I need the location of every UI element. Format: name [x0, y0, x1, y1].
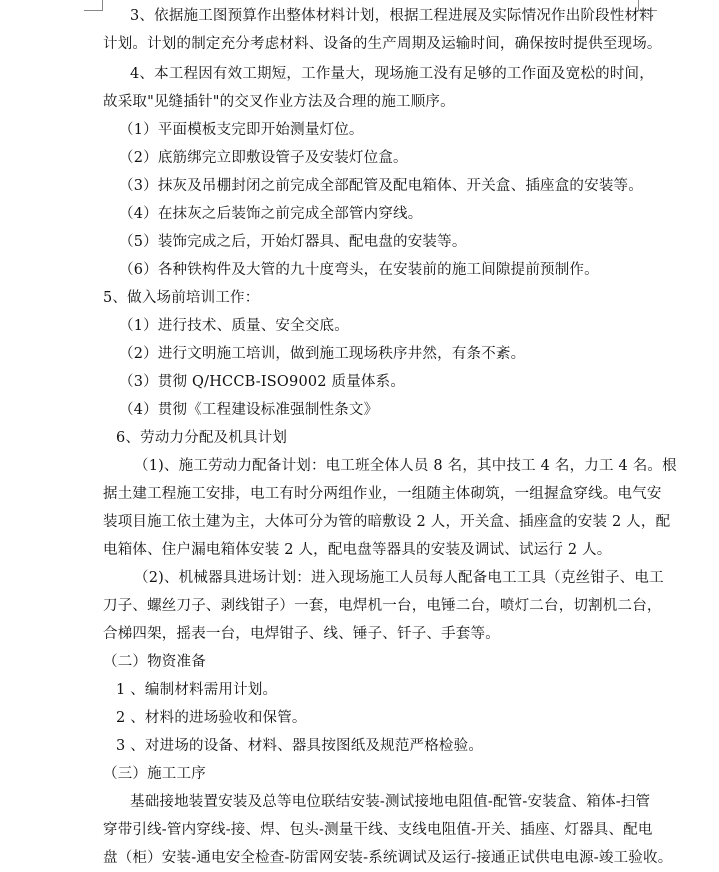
text-line: （2)、机械器具进场计划：进入现场施工人员每人配备电工工具（克丝钳子、电工	[134, 570, 664, 586]
text-line: 故采取"见缝插针"的交叉作业方法及合理的施工顺序。	[103, 94, 455, 110]
text-line: （1）进行技术、质量、安全交底。	[119, 318, 349, 334]
text-line: 刀子、螺丝刀子、剥线钳子）一套，电焊机一台，电锤二台，喷灯二台，切割机二台，	[103, 598, 662, 614]
page-corner-mark-left	[84, 0, 103, 11]
text-line: （1）平面模板支完即开始测量灯位。	[119, 122, 364, 138]
text-line: （2）进行文明施工培训，做到施工现场秩序井然，有条不紊。	[119, 346, 526, 362]
text-line: （5）装饰完成之后，开始灯器具、配电盘的安装等。	[119, 234, 467, 250]
text-line: （4）贯彻《工程建设标准强制性条文》	[119, 402, 379, 418]
text-line: 盘（柜）安装-通电安全检查-防雷网安装-系统调试及运行-接通正试供电电源-竣工验收。	[103, 850, 673, 866]
text-line: 穿带引线-管内穿线-接、焊、包头-测量干线、支线电阻值-开关、插座、灯器具、配电	[103, 822, 653, 838]
text-line: 5、做入场前培训工作：	[103, 290, 260, 306]
text-line: 6、劳动力分配及机具计划	[116, 430, 288, 446]
text-line: （2）底筋绑完立即敷设管子及安装灯位盒。	[119, 150, 408, 166]
section-heading: （三）施工工序	[103, 766, 206, 782]
text-line: 装项目施工依土建为主，大体可分为管的暗敷设 2 人，开关盒、插座盒的安装 2 人，配	[103, 514, 671, 530]
text-line: 电箱体、住户漏电箱体安装 2 人，配电盘等器具的安装及调试、试运行 2 人。	[103, 542, 612, 558]
text-line: 1 、编制材料需用计划。	[116, 682, 278, 698]
text-line: （1)、施工劳动力配备计划：电工班全体人员 8 名，其中技工 4 名，力工 4 名。根	[134, 458, 677, 474]
text-line: 3 、对进场的设备、材料、器具按图纸及规范严格检验。	[116, 738, 484, 754]
text-line: 计划。计划的制定充分考虑材料、设备的生产周期及运输时间，确保按时提供至现场。	[103, 36, 662, 52]
text-line: 据土建工程施工安排，电工有时分两组作业，一组随主体砌筑，一组握盒穿线。电气安	[103, 486, 662, 502]
text-line: 基础接地装置安装及总等电位联结安装-测试接地电阻值-配管-安装盒、箱体-扫管	[130, 794, 651, 810]
text-line: （3）抹灰及吊棚封闭之前完成全部配管及配电箱体、开关盒、插座盒的安装等。	[119, 178, 643, 194]
text-line: 4、本工程因有效工期短，工作量大，现场施工没有足够的工作面及宽松的时间，	[130, 66, 654, 82]
text-line: 3、依据施工图预算作出整体材料计划，根据工程进展及实际情况作出阶段性材料	[130, 8, 654, 24]
text-line: （4）在抹灰之后装饰之前完成全部管内穿线。	[119, 206, 423, 222]
text-line: 2 、材料的进场验收和保管。	[116, 710, 307, 726]
section-heading: （二）物资准备	[103, 654, 206, 670]
text-line: （6）各种铁构件及大管的九十度弯头，在安装前的施工间隙提前预制作。	[119, 262, 599, 278]
text-line: （3）贯彻 Q/HCCB-ISO9002 质量体系。	[119, 374, 406, 390]
text-line: 合梯四架，摇表一台，电焊钳子、线、锤子、钎子、手套等。	[103, 626, 500, 642]
